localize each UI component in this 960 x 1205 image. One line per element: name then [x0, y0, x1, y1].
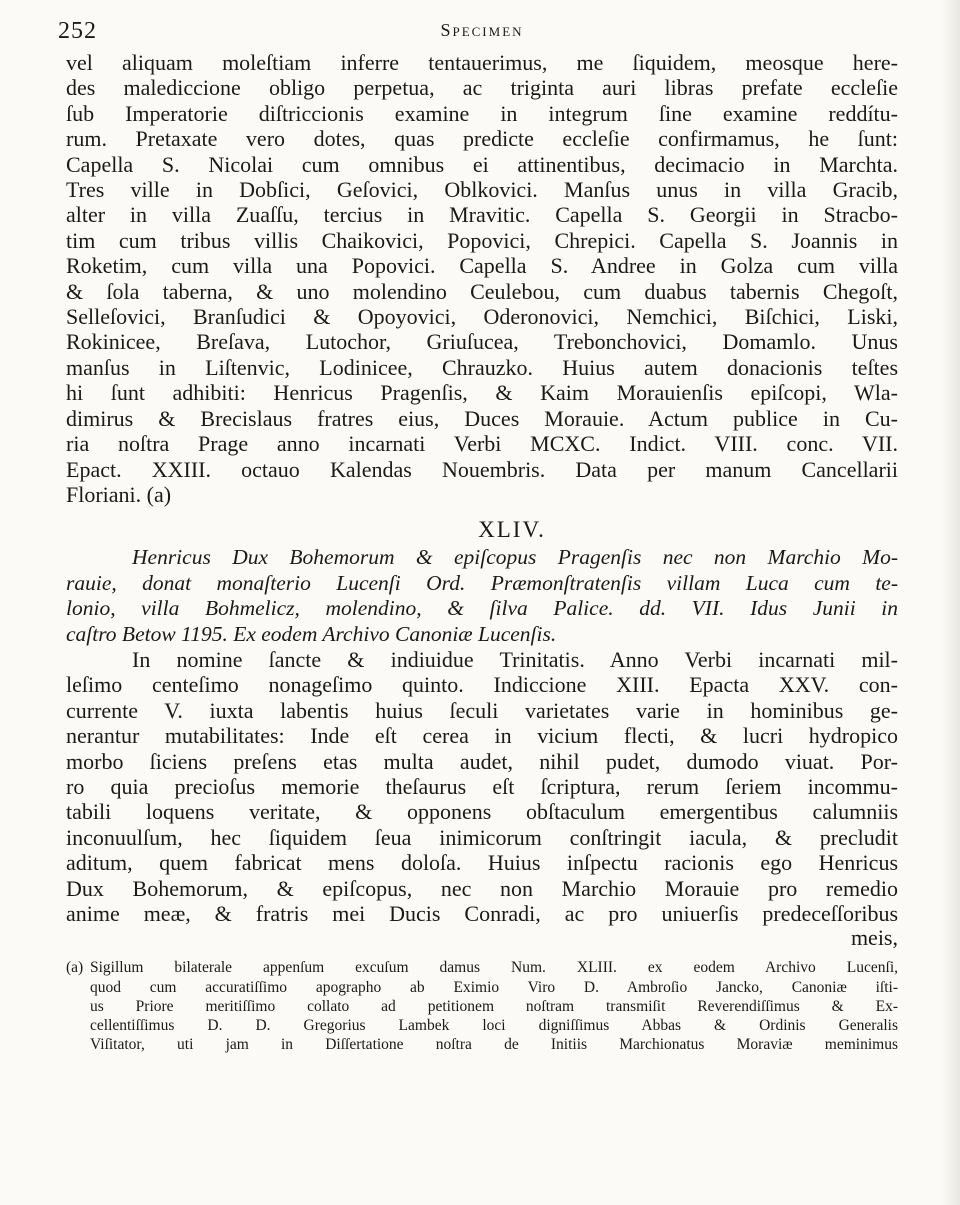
summary-line: caſtro Betow 1195. Ex eodem Archivo Canoniæ Lucenſis. — [66, 621, 557, 646]
text-line: des malediccione obligo perpetua, ac triginta auri libras prefate eccleſie — [66, 75, 898, 101]
text-line: & ſola taberna, & uno molendino Ceulebou, cum duabus tabernis Chegoſt, — [66, 278, 898, 304]
text-line: hi ſunt adhibiti: Henricus Pragenſis, & Kaim Morauienſis epiſcopi, Wla- — [66, 380, 898, 406]
text-line: ria noſtra Prage anno incarnati Verbi MCXC. Indict. VIII. conc. VII. — [66, 431, 898, 457]
footnote-line: us Priore meritiſſimo collato ad petitionem noſtram transmiſit Reverendiſſimus & Ex- — [90, 997, 898, 1015]
text-line: ro quia precioſus memorie theſaurus eſt ſcriptura, rerum ſeriem incommu- — [66, 773, 898, 799]
text-line: rum. Pretaxate vero dotes, quas predicte eccleſie confirmamus, he ſunt: — [66, 126, 898, 152]
summary-line: rauie, donat monaſterio Lucenſi Ord. Præmonſtratenſis villam Luca cum te- — [66, 570, 898, 595]
text-line: anime meæ, & fratris mei Ducis Conradi, ac pro uniuerſis predeceſſoribus — [66, 901, 898, 926]
footnote-line: cellentiſſimus D. D. Gregorius Lambek loci digniſſimus Abbas & Ordinis Generalis — [90, 1017, 898, 1035]
text-line: inconuulſum, hec ſiquidem ſeua inimicorum conſtringit iacula, & precludit — [66, 824, 898, 850]
charter-summary — [66, 545, 898, 647]
text-line: Dux Bohemorum, & epiſcopus, nec non Marchio Morauie pro remedio — [66, 875, 898, 901]
text-line: In nomine ſancte & indiuidue Trinitatis. Anno Verbi incarnati mil- — [132, 646, 898, 672]
footnote — [66, 958, 898, 1054]
summary-line: lonio, villa Bohmelicz, molendino, & ſilva Palice. dd. VII. Idus Junii in — [66, 596, 898, 621]
text-line: tabili loquens veritate, & opponens obſtaculum emergentibus calumniis — [66, 799, 898, 825]
section-number: XLIV. — [478, 517, 546, 543]
footnote-line: quod cum accuratiſſimo apographo ab Eximio Viro D. Ambroſio Jancko, Canoniæ iſti- — [90, 978, 898, 996]
footnote-line: Viſitator, uti jam in Diſſertatione noſtra de Initiis Marchionatus Moraviæ meminimus — [90, 1036, 898, 1054]
page-number: 252 — [58, 18, 97, 44]
charter-text-xliv — [66, 647, 898, 926]
charter-text-xliii-end — [66, 50, 898, 507]
text-line: alter in villa Zuaſſu, tercius in Mravitic. Capella S. Georgii in Stracbo- — [66, 202, 898, 228]
text-line: aditum, quem fabricat mens doloſa. Huius inſpectu racionis ego Henricus — [66, 850, 898, 876]
text-line: leſimo centeſimo nonageſimo quinto. Indiccione XIII. Epacta XXV. con- — [66, 672, 898, 698]
text-line: dimirus & Brecislaus fratres eius, Duces Morauie. Actum publice in Cu- — [66, 405, 898, 431]
text-line: vel aliquam moleſtiam inferre tentauerimus, me ſiquidem, meosque here- — [66, 50, 898, 75]
text-line: Tres ville in Dobſici, Geſovici, Oblkovici. Manſus unus in villa Gracib, — [66, 177, 898, 203]
text-line: Floriani. (a) — [66, 481, 172, 507]
text-line: Epact. XXIII. octauo Kalendas Nouembris. Data per manum Cancellarii — [66, 456, 898, 482]
text-line: manſus in Liſtenvic, Lodinicee, Chrauzko. Huius autem donacionis teſtes — [66, 354, 898, 380]
text-line: tim cum tribus villis Chaikovici, Popovici, Chrepici. Capella S. Joannis in — [66, 227, 898, 253]
text-line: morbo ſiciens preſens etas multa audet, nihil pudet, dumodo viuat. Por- — [66, 748, 898, 774]
catchword: meis, — [850, 925, 898, 951]
text-line: currente V. iuxta labentis huius ſeculi varietates varie in hominibus ge- — [66, 697, 898, 723]
running-title: Specimen — [440, 20, 524, 40]
text-line: Roketim, cum villa una Popovici. Capella S. Andree in Golza cum villa — [66, 253, 898, 279]
text-line: Rokinicee, Breſava, Lutochor, Griuſucea, Trebonchovici, Domamlo. Unus — [66, 329, 898, 355]
footnote-marker: (a) — [66, 959, 84, 977]
text-line: Selleſovici, Branſudici & Opoyovici, Oderonovici, Nemchici, Biſchici, Liski, — [66, 304, 898, 330]
text-line: nerantur mutabilitates: Inde eſt cerea in vicium flecti, & lucri hydropico — [66, 723, 898, 749]
summary-line: Henricus Dux Bohemorum & epiſcopus Pragenſis nec non Marchio Mo- — [132, 545, 898, 570]
page-edge-shadow — [942, 0, 960, 1205]
text-line: ſub Imperatorie diſtriccionis examine in integrum ſine examine reddítu- — [66, 100, 898, 126]
running-head — [58, 16, 898, 50]
text-line: Capella S. Nicolai cum omnibus ei attinentibus, decimacio in Marchta. — [66, 151, 898, 177]
footnote-line: Sigillum bilaterale appenſum excuſum damus Num. XLIII. ex eodem Archivo Lucenſi, — [90, 959, 898, 977]
